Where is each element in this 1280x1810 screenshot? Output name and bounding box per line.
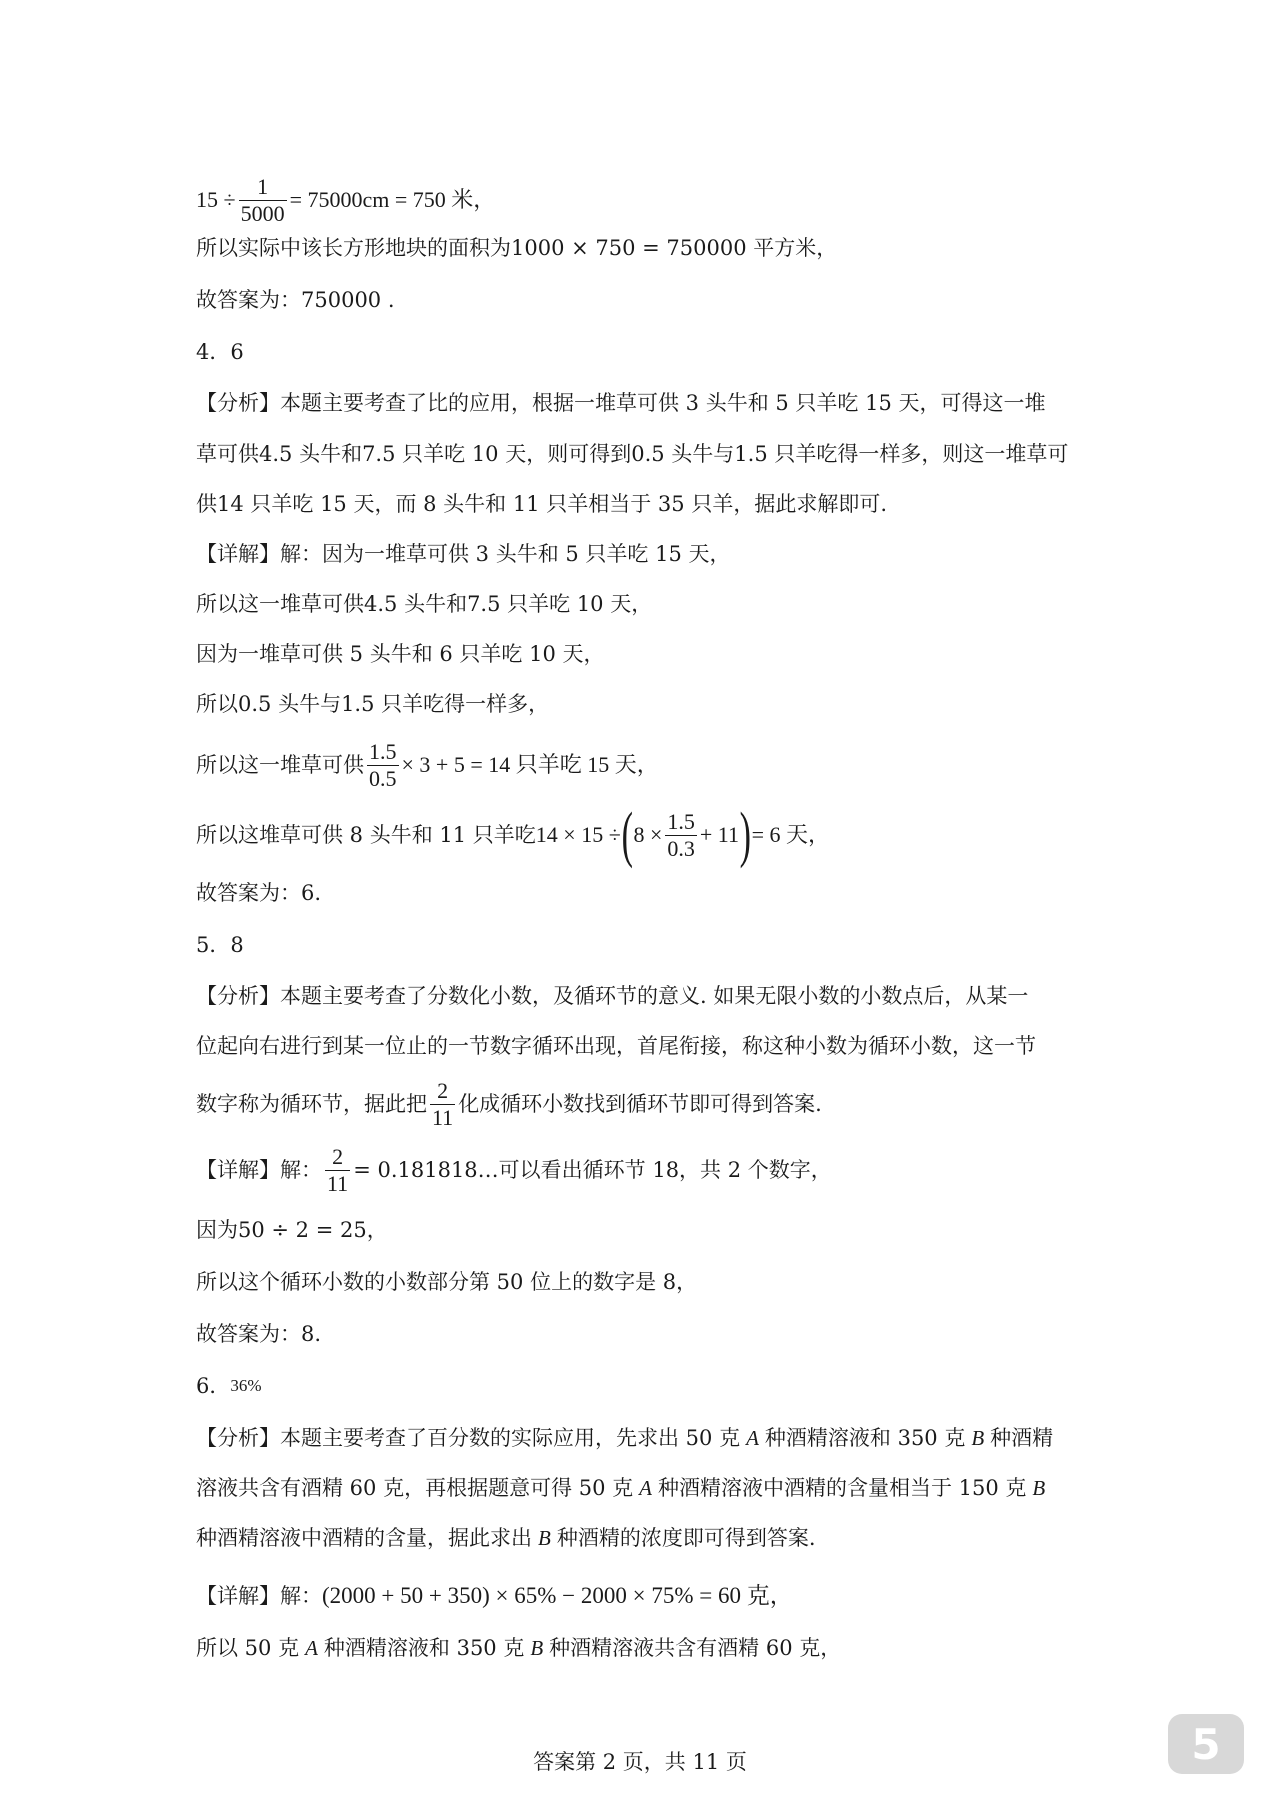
variable-b: B	[971, 1426, 985, 1450]
q4-detail-6-result: = 6 天，	[751, 822, 831, 847]
q4-detail-line-2: 所以这一堆草可供4.5 头牛和7.5 只羊吃 10 天，	[196, 592, 653, 616]
q5-detail-1-text: 【详解】解：	[196, 1158, 322, 1182]
q6-detail-1-text: 【详解】解：	[196, 1584, 322, 1608]
q6-answer-value: 36%	[230, 1376, 262, 1395]
q6-analysis-1-text-c: 种酒精	[990, 1426, 1054, 1450]
q5-analysis-line-3	[196, 1074, 822, 1134]
q6-number: 6．	[196, 1374, 231, 1398]
q4-detail-line-1: 【详解】解：因为一堆草可供 3 头牛和 5 只羊吃 15 天，	[196, 542, 731, 566]
q5-number: 5．8	[196, 933, 244, 957]
q3-fraction	[239, 174, 287, 227]
variable-a: A	[639, 1476, 652, 1500]
q3-answer: 故答案为：750000 .	[196, 288, 395, 312]
q5-analysis-line-1: 【分析】本题主要考查了分数化小数，及循环节的意义. 如果无限小数的小数点后，从某一	[196, 984, 1029, 1008]
q3-line-1	[196, 170, 495, 230]
q5-analysis-fraction	[430, 1078, 455, 1131]
variable-a: A	[305, 1636, 318, 1660]
q6-detail-2-text-c: 种酒精溶液共含有酒精 60 克，	[549, 1636, 842, 1660]
right-paren: )	[739, 801, 751, 869]
q6-analysis-2-text-b: 种酒精溶液中酒精的含量相当于 150 克	[657, 1476, 1027, 1500]
q6-analysis-line-3	[196, 1518, 816, 1558]
fraction-denominator: 0.5	[369, 765, 397, 791]
page-number-badge[interactable]: 5	[1168, 1714, 1244, 1774]
q5-detail-1-expr: = 0.181818…可以看出循环节 18，共 2 个数字，	[353, 1158, 832, 1182]
q6-number-line	[196, 1366, 262, 1406]
fraction-numerator: 1.5	[667, 808, 695, 834]
q4-detail-6-fraction	[665, 809, 697, 862]
q6-detail-2-text-a: 所以 50 克	[196, 1636, 300, 1660]
q4-analysis-line-2: 草可供4.5 头牛和7.5 只羊吃 10 天，则可得到0.5 头牛与1.5 只羊吃得一样多，则这一堆草可	[196, 442, 1069, 466]
q4-number: 4．6	[196, 340, 244, 364]
variable-a: A	[746, 1426, 759, 1450]
q6-analysis-2-text-a: 溶液共含有酒精 60 克，再根据题意可得 50 克	[196, 1476, 634, 1500]
q6-analysis-3-text-a: 种酒精溶液中酒精的含量，据此求出	[196, 1526, 532, 1550]
q6-detail-1-expr: (2000 + 50 + 350) × 65% − 2000 × 75% = 60 克，	[322, 1583, 793, 1608]
fraction-denominator: 11	[432, 1104, 454, 1130]
q5-detail-fraction	[325, 1144, 350, 1197]
q4-answer: 故答案为：6.	[196, 881, 322, 905]
q5-analysis-3-text-a: 数字称为循环节，据此把	[196, 1092, 427, 1116]
q4-analysis-line-1: 【分析】本题主要考查了比的应用，根据一堆草可供 3 头牛和 5 只羊吃 15 天，可得这一堆	[196, 391, 1046, 415]
q4-detail-6-expr-c: + 11	[699, 822, 739, 847]
q4-detail-5-fraction	[367, 739, 399, 792]
q4-detail-line-5	[196, 735, 659, 795]
q6-analysis-line-1	[196, 1418, 1053, 1458]
q5-detail-line-2: 因为50 ÷ 2 = 25，	[196, 1218, 388, 1242]
q6-detail-2-text-b: 种酒精溶液和 350 克	[323, 1636, 525, 1660]
q4-detail-6-text: 所以这堆草可供 8 头牛和 11 只羊吃	[196, 823, 536, 847]
q5-answer: 故答案为：8.	[196, 1322, 322, 1346]
q4-detail-6-expr-b: 8 ×	[633, 822, 663, 847]
q5-detail-line-3: 所以这个循环小数的小数部分第 50 位上的数字是 8，	[196, 1270, 698, 1294]
q6-detail-line-2	[196, 1628, 841, 1668]
fraction-denominator: 11	[327, 1170, 349, 1196]
fraction-numerator: 1	[257, 173, 269, 199]
q4-detail-line-6	[196, 803, 830, 867]
q4-detail-5-text: 所以这一堆草可供	[196, 753, 364, 777]
fraction-denominator: 0.3	[667, 835, 695, 861]
q5-analysis-line-2: 位起向右进行到某一位止的一节数字循环出现，首尾衔接，称这种小数为循环小数，这一节	[196, 1034, 1036, 1058]
q6-analysis-3-text-b: 种酒精的浓度即可得到答案.	[556, 1526, 816, 1550]
fraction-numerator: 2	[332, 1143, 344, 1169]
variable-b: B	[538, 1526, 551, 1550]
q4-detail-5-expr: × 3 + 5 = 14 只羊吃 15 天，	[401, 752, 659, 777]
fraction-numerator: 2	[437, 1077, 449, 1103]
variable-b: B	[530, 1636, 544, 1660]
page-footer: 答案第 2 页，共 11 页	[533, 1750, 747, 1774]
q6-detail-line-1	[196, 1572, 793, 1620]
q3-line-2: 所以实际中该长方形地块的面积为1000 × 750 = 750000 平方米，	[196, 236, 838, 260]
q4-detail-6-expr-a: 14 × 15 ÷	[535, 822, 621, 847]
q3-expr-result: = 75000cm = 750 米，	[289, 187, 496, 212]
q4-detail-line-4: 所以0.5 头牛与1.5 只羊吃得一样多，	[196, 692, 550, 716]
q6-analysis-line-2	[196, 1468, 1045, 1508]
q6-analysis-1-text-a: 【分析】本题主要考查了百分数的实际应用，先求出 50 克	[196, 1426, 741, 1450]
q4-analysis-line-3: 供14 只羊吃 15 天，而 8 头牛和 11 只羊相当于 35 只羊，据此求解即可.	[196, 492, 887, 516]
q3-expr-prefix: 15 ÷	[196, 187, 236, 212]
variable-b: B	[1032, 1476, 1046, 1500]
q6-analysis-1-text-b: 种酒精溶液和 350 克	[764, 1426, 966, 1450]
fraction-denominator: 5000	[240, 200, 285, 226]
fraction-numerator: 1.5	[369, 738, 397, 764]
q5-detail-line-1	[196, 1140, 832, 1200]
q4-detail-line-3: 因为一堆草可供 5 头牛和 6 只羊吃 10 天，	[196, 642, 605, 666]
left-paren: (	[621, 801, 633, 869]
q5-analysis-3-text-b: 化成循环小数找到循环节即可得到答案.	[458, 1092, 822, 1116]
